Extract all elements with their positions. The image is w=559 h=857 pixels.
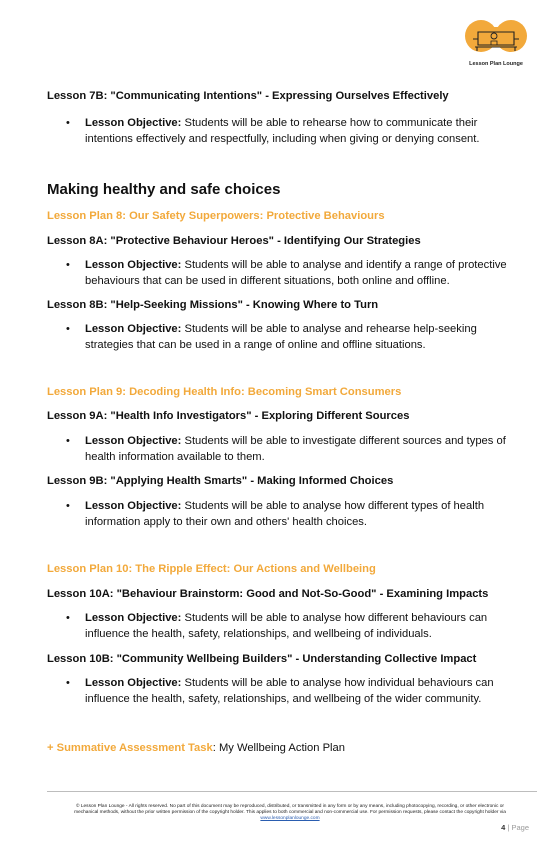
objective-label: Lesson Objective: xyxy=(85,435,182,447)
lesson-plan-8-heading: Lesson Plan 8: Our Safety Superpowers: Protective Behaviours xyxy=(47,210,385,222)
copyright-footer xyxy=(40,804,540,822)
page-number-value: 4 xyxy=(501,823,506,832)
lesson-7b-objective xyxy=(47,115,537,147)
objective-label: Lesson Objective: xyxy=(85,323,182,335)
lesson-9b-objective xyxy=(47,498,537,530)
objective-text-cont: health information available to them. xyxy=(85,451,265,463)
summative-label: + Summative Assessment Task xyxy=(47,742,213,754)
logo xyxy=(461,17,531,72)
copyright-line-2: mechanical methods, without the prior written permission of the copyright holder. This applies to both commercial and non-commercial use. For permission requests, please contact the copyright holder via xyxy=(74,810,506,815)
bullet-icon: • xyxy=(66,612,70,624)
lesson-9b-title: Lesson 9B: "Applying Health Smarts" - Making Informed Choices xyxy=(47,475,394,487)
lesson-8b-objective xyxy=(47,321,537,353)
objective-text-cont: strategies that can be used in a range of online and offline situations. xyxy=(85,339,426,351)
objective-text-cont: information apply to their own and others' health choices. xyxy=(85,516,367,528)
page-separator: | xyxy=(507,823,510,832)
objective-label: Lesson Objective: xyxy=(85,677,182,689)
objective-text: Students will be able to analyse how individual behaviours can xyxy=(181,677,494,689)
lesson-10b-objective xyxy=(47,675,537,707)
section-heading: Making healthy and safe choices xyxy=(47,181,281,198)
lesson-8a-objective xyxy=(47,257,537,289)
website-link[interactable]: www.lessonplanlounge.com xyxy=(260,816,320,821)
objective-text: Students will be able to analyse how different types of health xyxy=(181,500,485,512)
summative-title: : My Wellbeing Action Plan xyxy=(212,742,345,754)
objective-label: Lesson Objective: xyxy=(85,500,182,512)
summative-assessment xyxy=(47,741,537,755)
page-label: Page xyxy=(511,823,529,832)
objective-text: Students will be able to investigate different sources and types of xyxy=(181,435,506,447)
objective-text-cont: intentions effectively and respectfully, including when giving or denying consent. xyxy=(85,133,480,145)
lesson-plan-9-heading: Lesson Plan 9: Decoding Health Info: Becoming Smart Consumers xyxy=(47,386,402,398)
bullet-icon: • xyxy=(66,323,70,335)
objective-text-cont: behaviours that can be used in different situations, both online and offline. xyxy=(85,275,450,287)
bullet-icon: • xyxy=(66,117,70,129)
lesson-9a-title: Lesson 9A: "Health Info Investigators" - Exploring Different Sources xyxy=(47,410,410,422)
objective-label: Lesson Objective: xyxy=(85,259,182,271)
objective-text: Students will be able to analyse how different behaviours can xyxy=(181,612,488,624)
lesson-8a-title: Lesson 8A: "Protective Behaviour Heroes" - Identifying Our Strategies xyxy=(47,235,421,247)
lesson-7b-title: Lesson 7B: "Communicating Intentions" - Expressing Ourselves Effectively xyxy=(47,90,449,102)
lesson-plan-10-heading: Lesson Plan 10: The Ripple Effect: Our Actions and Wellbeing xyxy=(47,563,376,575)
objective-label: Lesson Objective: xyxy=(85,117,182,129)
lesson-10a-objective xyxy=(47,610,537,642)
objective-text: Students will be able to analyse and identify a range of protective xyxy=(181,259,507,271)
copyright-line-1: © Lesson Plan Lounge - All rights reserved. No part of this document may be reproduced, distributed, or transmitted in any form or by any means, including photocopying, recording, or other electronic or xyxy=(75,804,505,809)
page-number xyxy=(501,823,529,832)
objective-text-cont: influence the health, safety, relationships, and wellbeing of individuals. xyxy=(85,628,432,640)
lesson-9a-objective xyxy=(47,433,537,465)
lesson-10a-title: Lesson 10A: "Behaviour Brainstorm: Good and Not-So-Good" - Examining Impacts xyxy=(47,588,489,600)
bullet-icon: • xyxy=(66,259,70,271)
logo-text: Lesson Plan Lounge xyxy=(469,61,523,67)
footer-divider xyxy=(47,791,537,792)
bullet-icon: • xyxy=(66,435,70,447)
lesson-8b-title: Lesson 8B: "Help-Seeking Missions" - Knowing Where to Turn xyxy=(47,299,379,311)
objective-label: Lesson Objective: xyxy=(85,612,182,624)
lesson-10b-title: Lesson 10B: "Community Wellbeing Builders" - Understanding Collective Impact xyxy=(47,653,477,665)
bullet-icon: • xyxy=(66,500,70,512)
sofa-logo-icon xyxy=(461,17,531,61)
bullet-icon: • xyxy=(66,677,70,689)
objective-text-cont: influence the health, safety, relationships, and wellbeing of the wider community. xyxy=(85,693,482,705)
objective-text: Students will be able to analyse and rehearse help-seeking xyxy=(181,323,477,335)
objective-text: Students will be able to rehearse how to communicate their xyxy=(181,117,478,129)
document-body xyxy=(47,89,537,755)
